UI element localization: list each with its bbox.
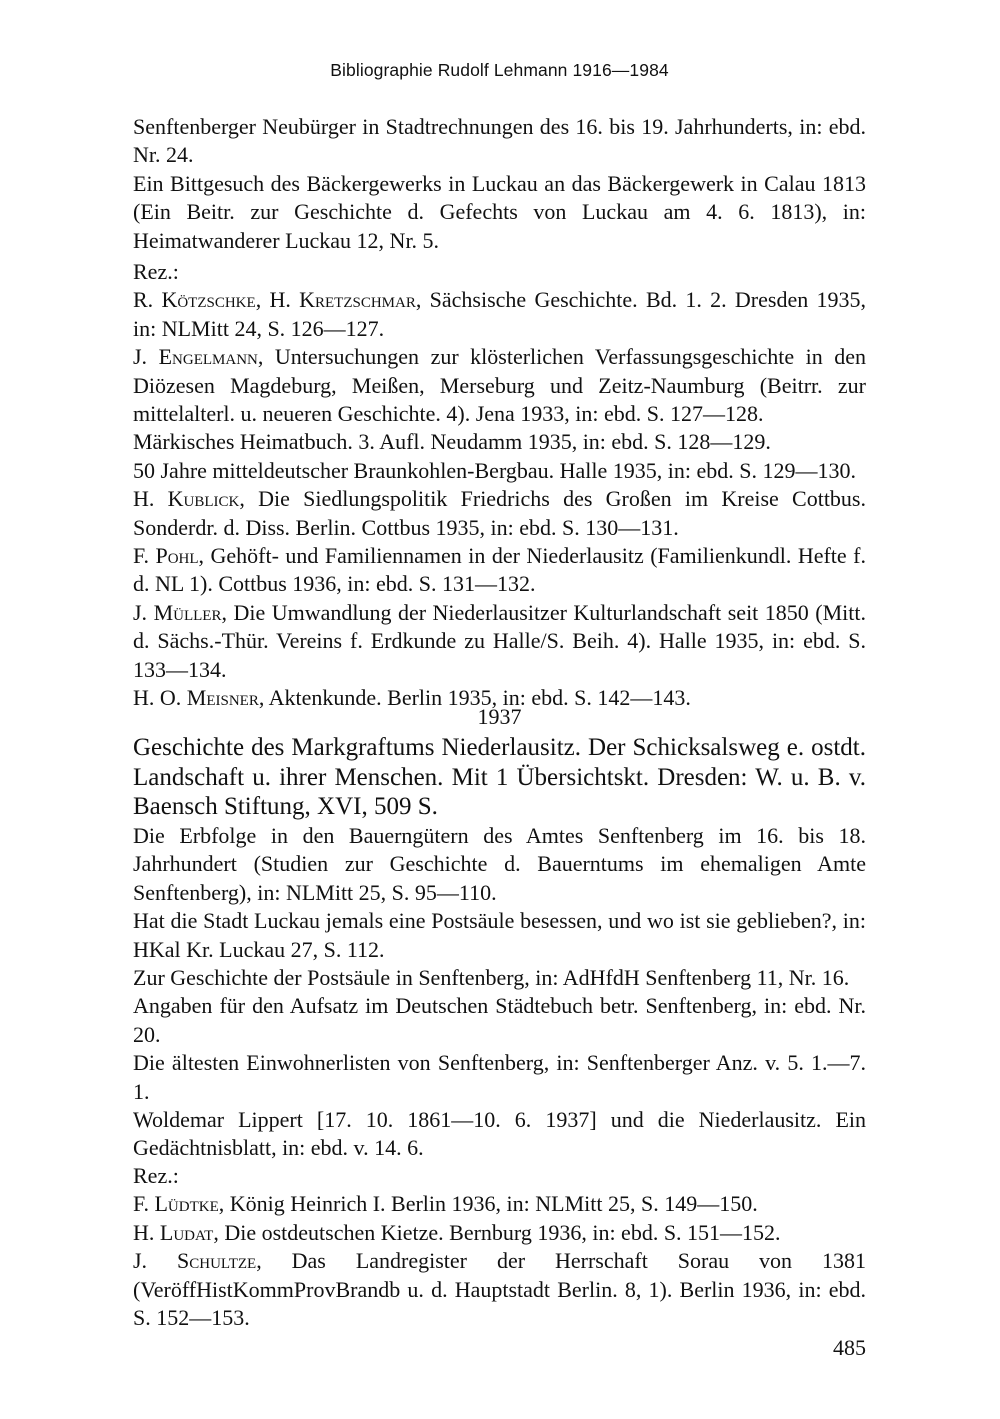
review-text: , Die Umwandlung der Niederlausitzer Kulturlandschaft seit 1850 (Mitt. d. Sächs.-Thür. Vereins f. Erdkunde zu Halle/S. Beih. 4). Halle 1935, in: ebd. S. 133—134. [133, 599, 866, 682]
review-entry [133, 599, 866, 684]
review-entry [133, 1247, 866, 1332]
works-1936-list [133, 113, 866, 255]
review-entry [133, 485, 866, 542]
review-entry: Märkisches Heimatbuch. 3. Aufl. Neudamm 1935, in: ebd. S. 128—129. [133, 429, 771, 455]
bibliography-entry: Die ältesten Einwohnerlisten von Senftenberg, in: Senftenberger Anz. v. 5. 1.—7. 1. [133, 1050, 866, 1104]
bibliography-entry: Hat die Stadt Luckau jemals eine Postsäule besessen, und wo ist sie geblieben?, in: HKal Kr. Luckau 27, S. 112. [133, 908, 866, 962]
reviews-label: Rez.: [133, 1163, 179, 1188]
reviews-label: Rez.: [133, 259, 179, 284]
review-entry [133, 286, 866, 343]
author-name: Pohl [155, 543, 199, 569]
review-text: , König Heinrich I. Berlin 1936, in: NLMitt 25, S. 149—150. [218, 1191, 758, 1217]
author-name: Müller [153, 599, 222, 625]
review-entry [133, 1190, 866, 1218]
author-name: Ludat [159, 1219, 214, 1245]
author-initial: H. [133, 1219, 160, 1245]
author-initial: J. [133, 599, 154, 625]
review-entry: 50 Jahre mitteldeutscher Braunkohlen-Bergbau. Halle 1935, in: ebd. S. 129—130. [133, 457, 857, 483]
works-1937-list [133, 822, 866, 1163]
page-number: 485 [833, 1335, 866, 1360]
review-text: , Untersuchungen zur klösterlichen Verfassungsgeschichte in den Diözesen Magdeburg, Meißen, Merseburg und Zeitz-Naumburg (Beitrr. zur mittelalterl. u. neueren Geschichte. 4). Jena 1933, in: ebd. S. 127—128. [133, 344, 867, 427]
bibliography-entry: Ein Bittgesuch des Bäckergewerks in Luckau an das Bäckergewerk in Calau 1813 (Ein Beitr. zur Geschichte d. Gefechts von Luckau am 4. 6. 1813), in: Heimatwanderer Luckau 12, Nr. 5. [133, 170, 866, 253]
review-text: , Die Siedlungspolitik Friedrichs des Großen im Kreise Cottbus. Sonderdr. d. Diss. Berlin. Cottbus 1935, in: ebd. S. 130—131. [133, 486, 866, 540]
author-name: Engelmann [158, 344, 258, 370]
bibliography-entry: Angaben für den Aufsatz im Deutschen Städtebuch betr. Senftenberg, in: ebd. Nr. 20. [133, 993, 866, 1047]
reviews-1936-list [133, 258, 866, 713]
review-text: , Die ostdeutschen Kietze. Bernburg 1936, in: ebd. S. 151—152. [213, 1219, 781, 1245]
author-separator: , H. [255, 287, 300, 313]
document-page [133, 0, 866, 1419]
running-head: Bibliographie Rudolf Lehmann 1916—1984 [330, 60, 669, 80]
review-text: , Gehöft- und Familiennamen in der Niederlausitz (Familienkundl. Hefte f. d. NL 1). Cottbus 1936, in: ebd. S. 131—132. [133, 543, 866, 597]
author-name: Meisner [186, 685, 259, 711]
monograph-entry: Geschichte des Markgraftums Niederlausitz. Der Schicksalsweg e. ostdt. Landschaft u. ihrer Menschen. Mit 1 Übersichtskt. Dresden: W. u. B. v. Baensch Stiftung, XVI, 509 S. [133, 734, 866, 820]
author-initial: F. [133, 543, 156, 569]
author-initial: H. [133, 486, 168, 512]
bibliography-entry: Die Erbfolge in den Bauerngütern des Amtes Senftenberg im 16. bis 18. Jahrhundert (Studien zur Geschichte d. Bauerntums im ehemaligen Amte Senftenberg), in: NLMitt 25, S. 95—110. [133, 823, 866, 905]
bibliography-entry: Zur Geschichte der Postsäule in Senftenberg, in: AdHfdH Senftenberg 11, Nr. 16. [133, 965, 850, 991]
review-text: , Aktenkunde. Berlin 1935, in: ebd. S. 142—143. [258, 685, 691, 711]
review-entry [133, 343, 866, 428]
author-initial: H. O. [133, 685, 187, 711]
author-name: Kötzschke [161, 287, 256, 313]
author-initial: F. [133, 1191, 155, 1217]
review-entry [133, 1219, 866, 1247]
year-heading: 1937 [477, 704, 522, 729]
review-entry [133, 542, 866, 599]
author-initial: J. [133, 344, 159, 370]
author-name: Kretzschmar [299, 287, 416, 313]
author-name: Lüdtke [154, 1191, 219, 1217]
review-text: , Das Landregister der Herrschaft Sorau von 1381 (VeröffHistKommProvBrandb u. d. Hauptstadt Berlin. 8, 1). Berlin 1936, in: ebd. S. 152—153. [133, 1248, 866, 1331]
author-initial: J. [133, 1248, 178, 1274]
author-initial: R. [133, 287, 162, 313]
author-name: Kublick [167, 486, 240, 512]
bibliography-entry: Senftenberger Neubürger in Stadtrechnungen des 16. bis 19. Jahrhunderts, in: ebd. Nr. 24. [133, 114, 866, 168]
bibliography-entry: Woldemar Lippert [17. 10. 1861—10. 6. 1937] und die Niederlausitz. Ein Gedächtnisblatt, in: ebd. v. 14. 6. [133, 1107, 866, 1161]
author-name: Schultze [177, 1248, 257, 1274]
reviews-1937-list [133, 1162, 866, 1332]
review-text: , Sächsische Geschichte. Bd. 1. 2. Dresden 1935, in: NLMitt 24, S. 126—127. [133, 287, 866, 341]
